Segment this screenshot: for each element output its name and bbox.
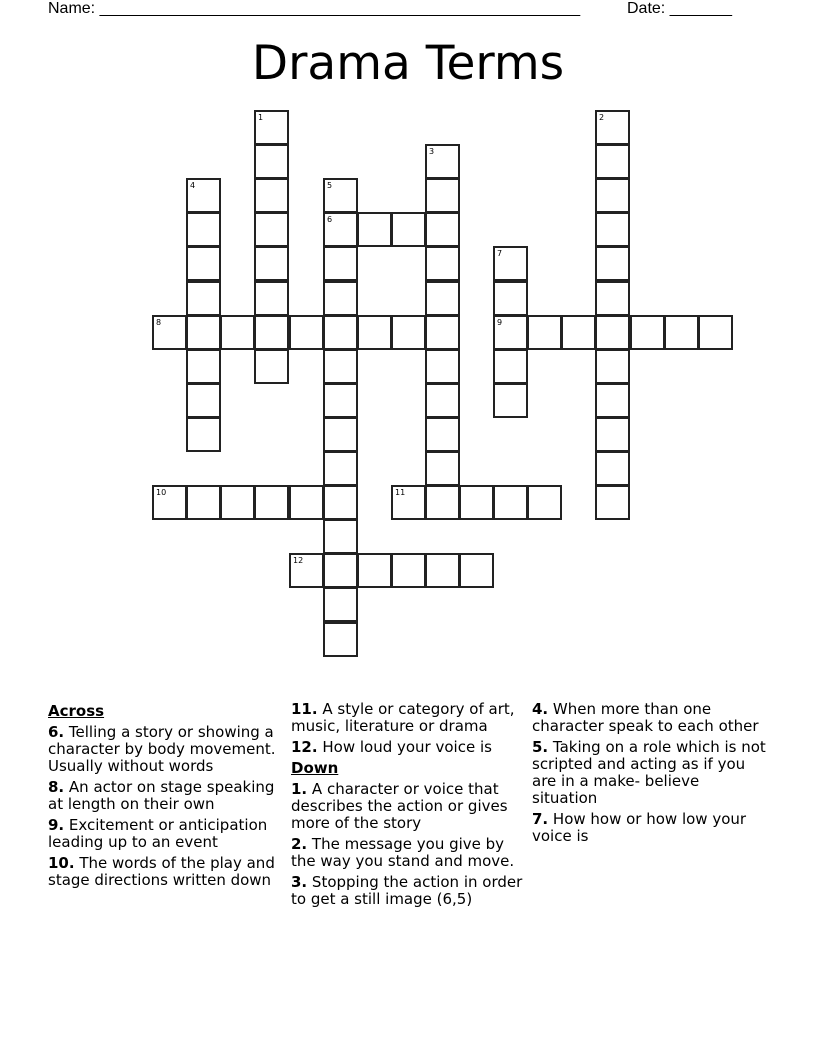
clue-number-label: 5 (327, 181, 333, 190)
clue-number: 7. (532, 810, 549, 828)
grid-cell[interactable] (493, 349, 528, 384)
clue-text: A character or voice that describes the action or gives more of the story (291, 780, 508, 832)
grid-cell[interactable] (289, 553, 324, 588)
grid-cell[interactable] (186, 178, 221, 213)
clue-number: 9. (48, 816, 65, 834)
clue-number: 3. (291, 873, 308, 891)
grid-cell[interactable] (186, 212, 221, 247)
clue-number: 11. (291, 700, 318, 718)
clue-text: How loud your voice is (322, 738, 492, 756)
grid-cell[interactable] (323, 349, 358, 384)
grid-cell[interactable] (595, 144, 630, 179)
grid-cell[interactable] (425, 281, 460, 316)
grid-cell[interactable] (391, 315, 426, 350)
clue-number-label: 2 (599, 113, 605, 122)
clue-number-label: 9 (497, 318, 503, 327)
grid-cell[interactable] (323, 212, 358, 247)
grid-cell[interactable] (254, 246, 289, 281)
grid-cell[interactable] (595, 212, 630, 247)
grid-cell[interactable] (595, 349, 630, 384)
clue-text: The words of the play and stage directions written down (48, 854, 275, 889)
grid-cell[interactable] (698, 315, 733, 350)
name-field-label: Name: ______________________________________________________ (48, 0, 581, 17)
grid-cell[interactable] (254, 212, 289, 247)
clue-item (532, 811, 767, 845)
clue-item (532, 701, 767, 735)
grid-cell[interactable] (186, 281, 221, 316)
page-title: Drama Terms (251, 36, 565, 91)
clue-item (48, 855, 283, 889)
clue-item (48, 779, 283, 813)
grid-cell[interactable] (357, 553, 392, 588)
grid-cell[interactable] (186, 417, 221, 452)
grid-cell[interactable] (561, 315, 596, 350)
grid-cell[interactable] (595, 178, 630, 213)
grid-cell[interactable] (425, 383, 460, 418)
grid-cell[interactable] (186, 383, 221, 418)
clue-item (291, 739, 526, 756)
clue-number-label: 10 (156, 488, 167, 497)
grid-cell[interactable] (595, 485, 630, 520)
grid-cell[interactable] (152, 485, 187, 520)
clue-number-label: 4 (190, 181, 196, 190)
clue-number: 8. (48, 778, 65, 796)
grid-cell[interactable] (323, 519, 358, 554)
clues-column-1 (48, 701, 283, 893)
grid-cell[interactable] (323, 451, 358, 486)
clue-text: Excitement or anticipation leading up to an event (48, 816, 268, 851)
clue-item (291, 701, 526, 735)
grid-cell[interactable] (425, 485, 460, 520)
clue-item (48, 724, 283, 775)
grid-cell[interactable] (254, 485, 289, 520)
date-field-label: Date: _______ (627, 0, 732, 17)
grid-cell[interactable] (323, 553, 358, 588)
grid-cell[interactable] (595, 383, 630, 418)
grid-cell[interactable] (595, 281, 630, 316)
clue-item (291, 836, 526, 870)
grid-cell[interactable] (459, 485, 494, 520)
grid-cell[interactable] (254, 144, 289, 179)
grid-cell[interactable] (152, 315, 187, 350)
clue-section-heading: Down (291, 759, 339, 777)
grid-cell[interactable] (425, 349, 460, 384)
grid-cell[interactable] (493, 246, 528, 281)
grid-cell[interactable] (425, 553, 460, 588)
grid-cell[interactable] (186, 485, 221, 520)
clue-text: Telling a story or showing a character by body movement. Usually without words (48, 723, 276, 775)
clue-text: When more than one character speak to each other (532, 700, 759, 735)
grid-cell[interactable] (425, 144, 460, 179)
grid-cell[interactable] (595, 315, 630, 350)
grid-cell[interactable] (664, 315, 699, 350)
grid-cell[interactable] (630, 315, 665, 350)
grid-cell[interactable] (595, 417, 630, 452)
clue-text: Stopping the action in order to get a still image (6,5) (291, 873, 523, 908)
clue-number-label: 1 (258, 113, 264, 122)
grid-cell[interactable] (527, 485, 562, 520)
clue-number-label: 3 (429, 147, 435, 156)
grid-cell[interactable] (323, 417, 358, 452)
grid-cell[interactable] (357, 315, 392, 350)
grid-cell[interactable] (493, 281, 528, 316)
clue-number: 6. (48, 723, 65, 741)
clue-number: 2. (291, 835, 308, 853)
grid-cell[interactable] (220, 485, 255, 520)
clue-item (291, 781, 526, 832)
clues-column-3 (532, 701, 767, 849)
grid-cell[interactable] (391, 553, 426, 588)
grid-cell[interactable] (425, 451, 460, 486)
grid-cell[interactable] (289, 485, 324, 520)
clue-text: A style or category of art, music, literature or drama (291, 700, 515, 735)
grid-cell[interactable] (254, 110, 289, 145)
grid-cell[interactable] (425, 417, 460, 452)
grid-cell[interactable] (323, 178, 358, 213)
clue-number-label: 8 (156, 318, 162, 327)
clue-number-label: 6 (327, 215, 333, 224)
clue-text: Taking on a role which is not scripted and acting as if you are in a make- believe situation (532, 738, 766, 807)
clue-text: How how or how low your voice is (532, 810, 747, 845)
clue-item (291, 874, 526, 908)
clues-column-2 (291, 701, 526, 912)
grid-cell[interactable] (254, 178, 289, 213)
clue-number: 5. (532, 738, 549, 756)
clue-number: 4. (532, 700, 549, 718)
clue-item (48, 817, 283, 851)
clue-text: An actor on stage speaking at length on their own (48, 778, 275, 813)
grid-cell[interactable] (254, 315, 289, 350)
clue-text: The message you give by the way you stand and move. (291, 835, 515, 870)
grid-cell[interactable] (595, 246, 630, 281)
grid-cell[interactable] (425, 246, 460, 281)
grid-cell[interactable] (254, 281, 289, 316)
grid-cell[interactable] (357, 212, 392, 247)
grid-cell[interactable] (425, 178, 460, 213)
grid-cell[interactable] (323, 383, 358, 418)
grid-cell[interactable] (254, 349, 289, 384)
grid-cell[interactable] (323, 485, 358, 520)
grid-cell[interactable] (425, 212, 460, 247)
grid-cell[interactable] (323, 315, 358, 350)
grid-cell[interactable] (186, 246, 221, 281)
clue-number: 1. (291, 780, 308, 798)
grid-cell[interactable] (527, 315, 562, 350)
grid-cell[interactable] (289, 315, 324, 350)
clue-section-heading: Across (48, 702, 105, 720)
grid-cell[interactable] (493, 383, 528, 418)
grid-cell[interactable] (186, 349, 221, 384)
grid-cell[interactable] (323, 281, 358, 316)
grid-cell[interactable] (459, 553, 494, 588)
clue-item (532, 739, 767, 807)
grid-cell[interactable] (391, 212, 426, 247)
grid-cell[interactable] (186, 315, 221, 350)
clue-number-label: 12 (293, 556, 304, 565)
grid-cell[interactable] (323, 622, 358, 657)
grid-cell[interactable] (323, 246, 358, 281)
clue-number-label: 7 (497, 249, 503, 258)
clue-number-label: 11 (395, 488, 406, 497)
grid-cell[interactable] (323, 587, 358, 622)
clue-number: 12. (291, 738, 318, 756)
grid-cell[interactable] (493, 485, 528, 520)
grid-cell[interactable] (595, 451, 630, 486)
grid-cell[interactable] (595, 110, 630, 145)
clue-number: 10. (48, 854, 75, 872)
grid-cell[interactable] (391, 485, 426, 520)
grid-cell[interactable] (493, 315, 528, 350)
grid-cell[interactable] (220, 315, 255, 350)
grid-cell[interactable] (425, 315, 460, 350)
